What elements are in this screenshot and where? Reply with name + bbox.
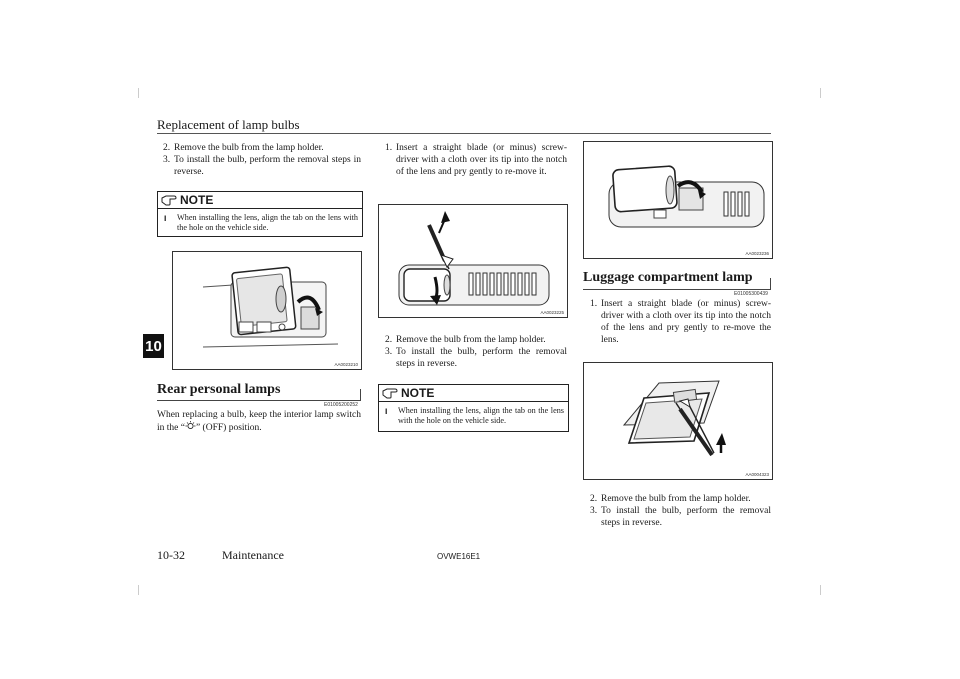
col2-step-1 [385, 142, 567, 178]
note-body [158, 209, 362, 237]
note-label: NOTE [180, 193, 214, 207]
lens-removed-illustration [584, 142, 772, 258]
note-body [379, 402, 568, 430]
figure-lens-removed [583, 141, 773, 259]
crop-mark [820, 88, 821, 98]
paragraph-text: ” (OFF) position. [195, 423, 262, 433]
bullet-icon: l [385, 408, 388, 416]
note-box [157, 191, 363, 237]
step-number: 2. [385, 335, 393, 345]
figure-code: AA0004323 [745, 472, 769, 477]
col1-paragraph [157, 409, 361, 434]
section-rule [157, 400, 361, 401]
luggage-lamp-illustration [584, 363, 772, 479]
step-text: Insert a straight blade (or minus) screw-driver with a cloth over its tip into the notch of the lens and pry gently to re-move the lens. [601, 299, 771, 345]
step-number: 3. [163, 155, 171, 165]
note-hand-icon [382, 387, 398, 399]
footer-section-name: Maintenance [222, 548, 284, 562]
col2-step-3 [385, 346, 567, 370]
figure-rear-lamp-lens [172, 251, 362, 370]
step-number: 1. [385, 143, 393, 153]
bullet-icon: l [164, 215, 167, 223]
figure-pry-lens [378, 204, 568, 318]
step-text: To install the bulb, perform the removal steps in reverse. [396, 347, 567, 369]
section-code: E01005200252 [324, 402, 358, 408]
running-header: Replacement of lamp bulbs [157, 117, 300, 132]
page-number: 10-32 [157, 548, 185, 562]
section-rule-tick [360, 389, 361, 401]
step-number: 3. [590, 506, 598, 516]
crop-mark [138, 88, 139, 98]
crop-mark [820, 585, 821, 595]
col1-step-2 [163, 142, 361, 154]
note-text: When installing the lens, align the tab on the lens with the hole on the vehicle side. [398, 406, 564, 425]
section-rule-tick [770, 278, 771, 290]
step-text: To install the bulb, perform the removal steps in reverse. [601, 506, 771, 528]
figure-code: AA0023210 [334, 362, 358, 367]
figure-code: AA0023225 [540, 310, 564, 315]
col2-step-2 [385, 334, 567, 346]
header-rule [157, 133, 771, 134]
note-label: NOTE [401, 386, 435, 400]
step-number: 2. [163, 143, 171, 153]
col1-step-3 [163, 154, 361, 178]
step-text: Remove the bulb from the lamp holder. [174, 143, 324, 153]
step-text: Remove the bulb from the lamp holder. [601, 494, 751, 504]
step-number: 1. [590, 299, 598, 309]
figure-luggage-lamp-pry [583, 362, 773, 480]
step-number: 2. [590, 494, 598, 504]
col3-step-1 [590, 298, 771, 346]
note-header [158, 192, 362, 209]
col3-step-2 [590, 493, 771, 505]
note-hand-icon [161, 194, 177, 206]
document-code: OVWE16E1 [437, 552, 481, 561]
step-text: Insert a straight blade (or minus) screw-driver with a cloth over its tip into the notch of the lens and pry gently to re-move it. [396, 143, 567, 177]
paragraph-text: When replacing a bulb, keep the interior lamp switch in the “ [157, 410, 361, 433]
section-rule [583, 289, 771, 290]
pry-lens-illustration [379, 205, 567, 317]
col3-step-3 [590, 505, 771, 529]
step-number: 3. [385, 347, 393, 357]
lamp-lens-illustration [173, 252, 361, 369]
step-text: To install the bulb, perform the removal steps in reverse. [174, 155, 361, 177]
note-text: When installing the lens, align the tab on the lens with the hole on the vehicle side. [177, 213, 358, 232]
chapter-tab: 10 [143, 334, 164, 358]
section-title-rear-personal-lamps: Rear personal lamps [157, 382, 281, 397]
note-box [378, 384, 569, 432]
interior-lamp-off-icon [185, 421, 196, 431]
step-text: Remove the bulb from the lamp holder. [396, 335, 546, 345]
figure-code: AA0023236 [745, 251, 769, 256]
section-code: E01005300439 [734, 291, 768, 297]
section-title-luggage-compartment-lamp: Luggage compartment lamp [583, 270, 753, 285]
note-header [379, 385, 568, 402]
crop-mark [138, 585, 139, 595]
